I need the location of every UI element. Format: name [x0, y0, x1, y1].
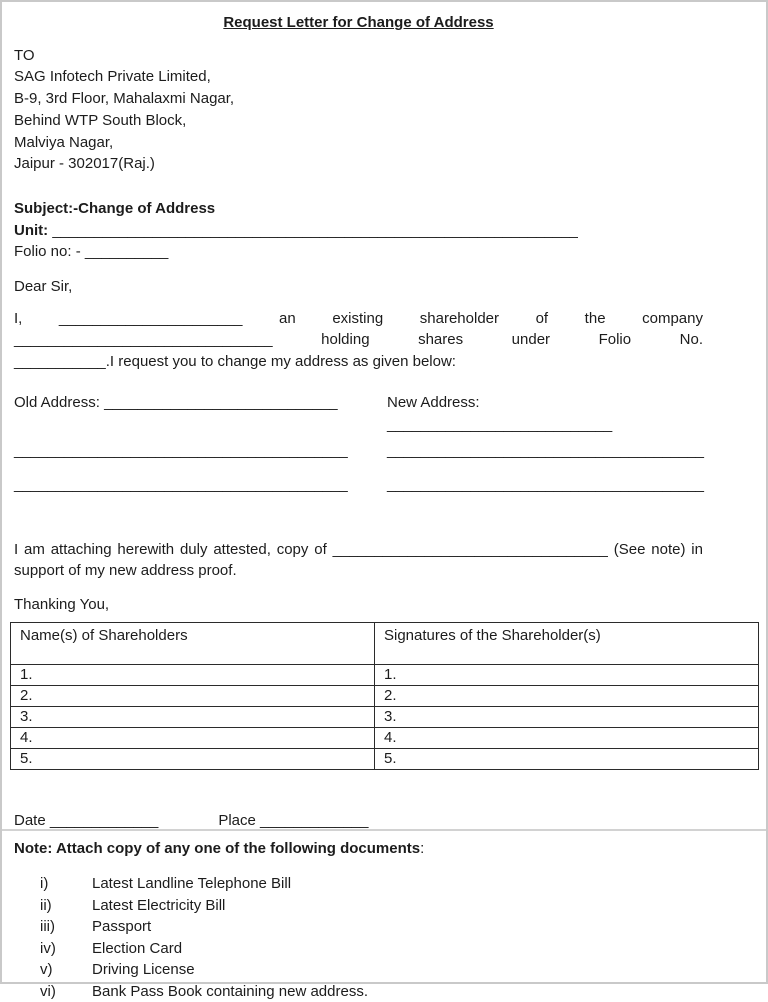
closing-line: Thanking You,: [14, 596, 110, 614]
table-header-names: Name(s) of Shareholders: [11, 622, 375, 664]
list-item-label: Election Card: [92, 939, 183, 957]
date-place-row: [14, 810, 703, 832]
recipient-to-label: TO: [14, 46, 35, 64]
list-item-numeral: iv): [40, 939, 56, 957]
place-field: [218, 812, 368, 829]
list-item-label: Passport: [92, 918, 152, 936]
name-cell: 2.: [11, 685, 375, 706]
date-label: Date: [14, 811, 46, 829]
recipient-line: Behind WTP South Block,: [14, 111, 187, 129]
salutation: Dear Sir,: [14, 278, 73, 296]
unit-field-row: [14, 220, 703, 242]
new-address-field: [387, 392, 703, 435]
list-item: [14, 938, 703, 960]
signature-cell: 4.: [375, 727, 759, 748]
document-title: Request Letter for Change of Address: [223, 14, 494, 31]
signature-cell: 1.: [375, 664, 759, 685]
recipient-address-block: [14, 45, 703, 175]
list-item: [14, 959, 703, 981]
body-paragraph: [14, 308, 703, 373]
place-label: Place: [218, 811, 256, 829]
recipient-line: Jaipur - 302017(Raj.): [14, 155, 155, 173]
signature-cell: 2.: [375, 685, 759, 706]
address-comparison-block: [14, 392, 703, 496]
table-row: [11, 664, 759, 685]
date-field: [14, 812, 158, 829]
name-cell: 3.: [11, 706, 375, 727]
list-item: [14, 916, 703, 938]
old-address-label: Old Address:: [14, 393, 100, 411]
note-heading-colon: :: [420, 840, 425, 858]
table-header-row: [11, 622, 759, 664]
body-line-2: _______________________________ holding shares under Folio No.: [14, 331, 703, 349]
old-address-field: [14, 392, 387, 435]
table-row: [11, 748, 759, 769]
signature-cell: 3.: [375, 706, 759, 727]
new-address-blank-line: ___________________________: [387, 415, 613, 433]
unit-blank-line: _______________________________________________________________: [52, 221, 578, 239]
subject-block: [14, 198, 703, 263]
list-item-numeral: i): [40, 875, 49, 893]
date-blank-line: _____________: [49, 811, 159, 829]
list-item-label: Bank Pass Book containing new address.: [92, 982, 368, 1000]
place-blank-line: _____________: [260, 811, 369, 829]
note-heading: [14, 838, 703, 860]
unit-label: Unit:: [14, 221, 49, 239]
address-blank-row: [14, 474, 703, 496]
list-item-label: Latest Landline Telephone Bill: [92, 875, 292, 893]
folio-blank-line: __________: [84, 243, 169, 261]
recipient-line: SAG Infotech Private Limited,: [14, 68, 211, 86]
attachment-line-2: support of my new address proof.: [14, 562, 237, 580]
old-address-blank-line: ________________________________________: [14, 442, 348, 460]
table-row: [11, 685, 759, 706]
documents-list: [14, 873, 703, 1002]
list-item-numeral: vi): [40, 982, 56, 1000]
attachment-paragraph: [14, 539, 703, 582]
list-item: [14, 873, 703, 895]
old-address-blank-line: ________________________________________: [14, 475, 348, 493]
list-item: [14, 981, 703, 1002]
address-blank-row: [14, 440, 703, 462]
subject-heading: Subject:-Change of Address: [14, 199, 216, 217]
list-item: [14, 895, 703, 917]
body-line-3: ___________.I request you to change my address as given below:: [14, 353, 456, 371]
table-row: [11, 727, 759, 748]
list-item-numeral: iii): [40, 918, 55, 936]
name-cell: 5.: [11, 748, 375, 769]
list-item-numeral: v): [40, 961, 53, 979]
note-heading-text: Note: Attach copy of any one of the following documents: [14, 840, 421, 858]
table-header-signatures: Signatures of the Shareholder(s): [375, 622, 759, 664]
signature-cell: 5.: [375, 748, 759, 769]
folio-field-row: [14, 241, 703, 263]
list-item-label: Driving License: [92, 961, 195, 979]
recipient-line: B-9, 3rd Floor, Mahalaxmi Nagar,: [14, 90, 235, 108]
address-labels-row: [14, 392, 703, 435]
folio-label: Folio no: -: [14, 243, 81, 261]
recipient-line: Malviya Nagar,: [14, 133, 114, 151]
shareholders-table: [10, 622, 759, 770]
list-item-numeral: ii): [40, 896, 52, 914]
old-address-blank-line: ____________________________: [104, 393, 338, 411]
new-address-blank-line: ______________________________________: [387, 475, 705, 493]
name-cell: 4.: [11, 727, 375, 748]
list-item-label: Latest Electricity Bill: [92, 896, 226, 914]
body-line-1: I, ______________________ an existing shareholder of the company: [14, 309, 703, 327]
new-address-label: New Address:: [387, 393, 480, 411]
attachment-line-1: I am attaching herewith duly attested, copy of _________________________________ (See note) in: [14, 540, 703, 558]
new-address-blank-line: ______________________________________: [387, 442, 705, 460]
table-row: [11, 706, 759, 727]
name-cell: 1.: [11, 664, 375, 685]
